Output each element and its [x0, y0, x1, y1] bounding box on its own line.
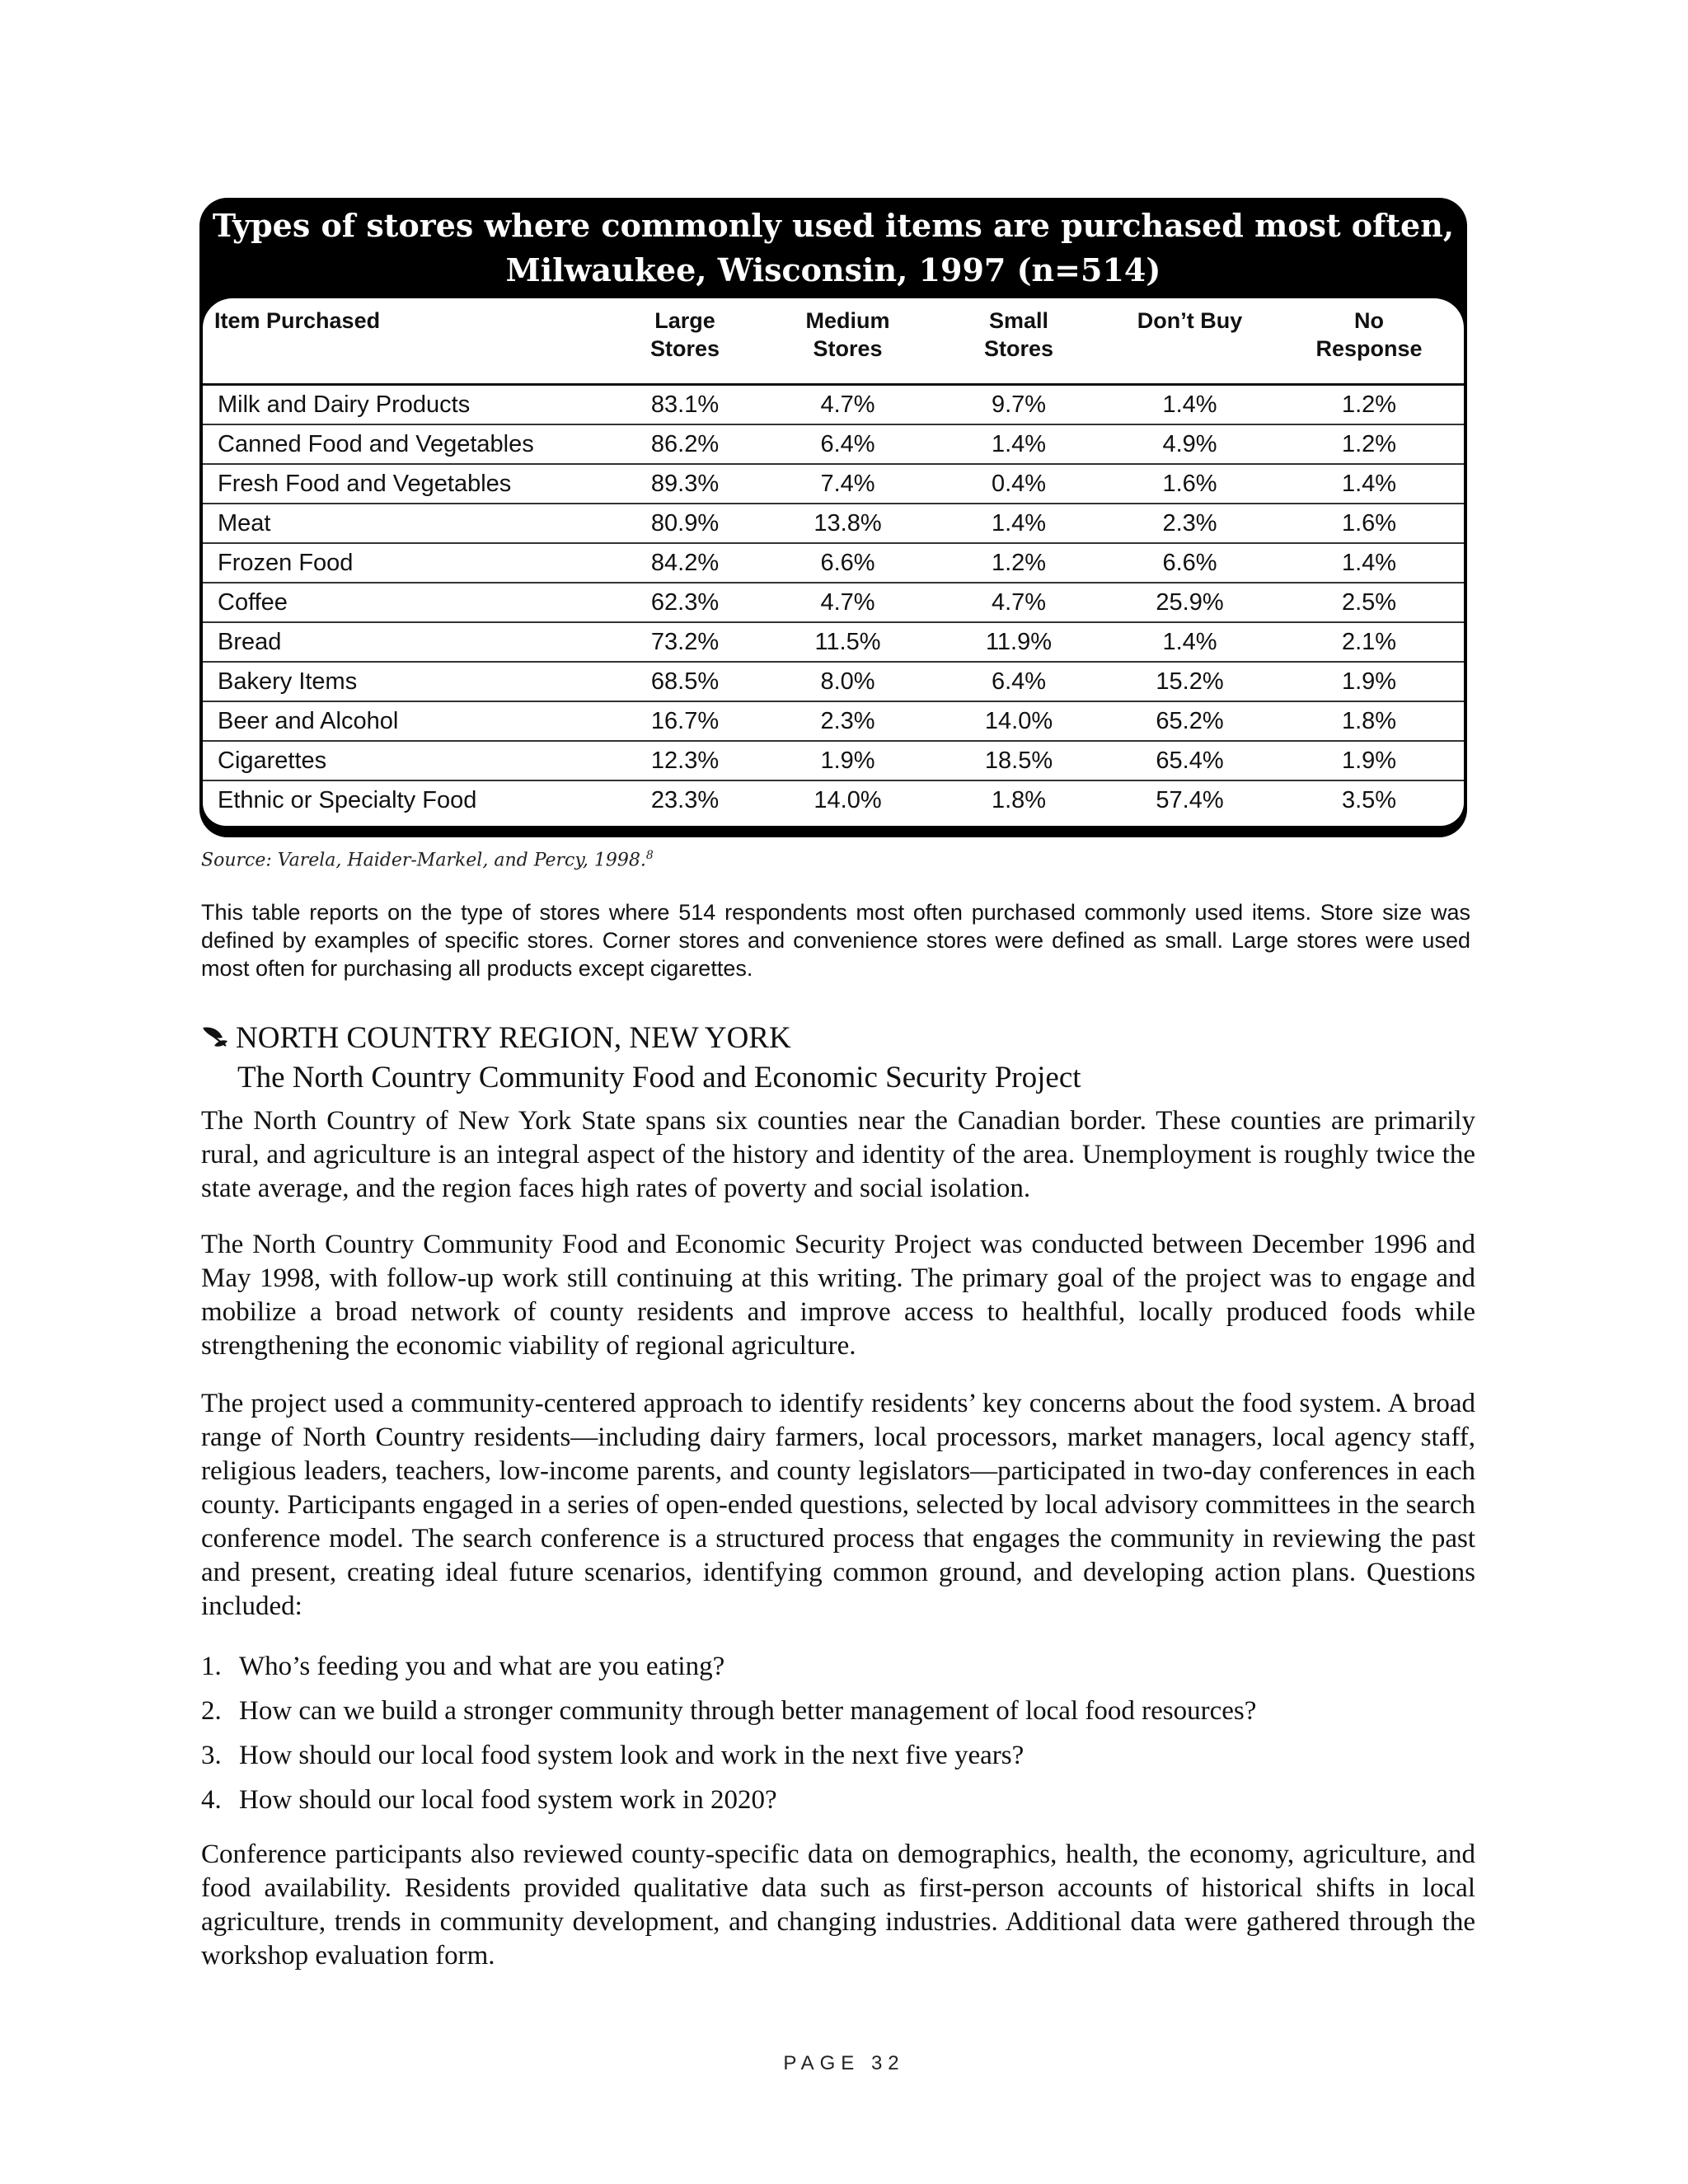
row-value-cell: 84.2%	[607, 543, 763, 583]
row-value-cell: 16.7%	[607, 701, 763, 741]
row-value-cell: 65.4%	[1105, 741, 1274, 780]
paragraph-2: The North Country Community Food and Economic Security Project was conducted between December 1996 and May 1998, with follow-up work still continuing at this writing. The primary goal of the project was to engage and mobilize a broad network of county residents and improve access to healthful, locally produced foods while strengthening the economic viability of regional agriculture.	[201, 1230, 1475, 1361]
row-value-cell: 1.9%	[1274, 741, 1464, 780]
column-header-dont-buy: Don’t Buy	[1105, 298, 1274, 385]
paragraph-4: Conference participants also reviewed county-specific data on demographics, health, the economy, agriculture, and food availability. Residents provided qualitative data such as first-person accounts of historical shifts in local agriculture, trends in community development, and changing industries. Additional data were gathered through the workshop evaluation form.	[201, 1840, 1475, 1971]
column-header-large: Large Stores	[607, 298, 763, 385]
row-value-cell: 80.9%	[607, 504, 763, 543]
row-value-cell: 23.3%	[650, 786, 720, 813]
row-value-cell: 1.4%	[1105, 385, 1274, 425]
row-value-cell: 1.2%	[932, 543, 1105, 583]
row-value-cell: 13.8%	[763, 504, 932, 543]
row-item-label: Coffee	[203, 583, 607, 622]
row-value-cell: 6.6%	[1105, 543, 1274, 583]
row-value-cell: 1.4%	[932, 424, 1105, 464]
row-value-cell: 14.0%	[814, 786, 882, 813]
row-value-cell: 1.8%	[991, 786, 1047, 813]
row-value-cell: 4.7%	[763, 385, 932, 425]
table-caption: This table reports on the type of stores where 514 respondents most often purchased commonly used items. Store size was defined by examples of specific stores. Corner stores and convenience stores were defined as small. Large stores were used most often for purchasing all products except cigarettes.	[201, 900, 1470, 981]
row-value-cell: 68.5%	[607, 662, 763, 701]
row-value-cell: 18.5%	[932, 741, 1105, 780]
table-row	[203, 424, 1464, 464]
table-body	[203, 298, 1464, 826]
table-row	[203, 385, 1464, 425]
row-value-cell: 0.4%	[932, 464, 1105, 504]
table-header-row	[203, 298, 1464, 385]
section-heading	[201, 1020, 791, 1057]
row-value-cell: 62.3%	[607, 583, 763, 622]
paragraph-1: The North Country of New York State spans six counties near the Canadian border. These counties are primarily rural, and agriculture is an integral aspect of the history and identity of the area. Unemployment is roughly twice the state average, and the region faces high rates of poverty and social isolation.	[201, 1106, 1475, 1203]
column-header-small: Small Stores	[932, 298, 1105, 385]
row-value-cell: 15.2%	[1105, 662, 1274, 701]
column-header-no-response: No Response	[1274, 298, 1464, 385]
row-item-label: Cigarettes	[203, 741, 607, 780]
list-item: 3. How should our local food system look and work in the next five years?	[201, 1741, 1025, 1770]
table-row	[203, 622, 1464, 662]
table-row	[203, 464, 1464, 504]
row-value-cell: 2.3%	[1105, 504, 1274, 543]
row-value-cell: 1.4%	[1274, 543, 1464, 583]
row-value-cell: 2.3%	[763, 701, 932, 741]
row-item-label: Frozen Food	[203, 543, 607, 583]
table-rows	[203, 385, 1464, 820]
row-value-cell: 86.2%	[607, 424, 763, 464]
row-value-cell: 1.9%	[763, 741, 932, 780]
section-subheading: The North Country Community Food and Economic Security Project	[237, 1061, 1081, 1094]
row-value-cell: 6.6%	[763, 543, 932, 583]
row-value-cell: 1.8%	[1274, 701, 1464, 741]
row-value-cell: 4.7%	[932, 583, 1105, 622]
questions-list	[201, 1648, 1475, 1826]
data-table	[203, 298, 1464, 819]
row-item-label: Fresh Food and Vegetables	[203, 464, 607, 504]
row-value-cell: 1.4%	[1274, 464, 1464, 504]
table-title-line-1: Types of stores where commonly used items are purchased most often,	[212, 207, 1455, 244]
store-types-table	[199, 198, 1467, 837]
table-source: Source: Varela, Haider-Markel, and Percy, 1998.$^8$	[201, 849, 654, 871]
row-value-cell: 1.6%	[1105, 464, 1274, 504]
row-value-cell: 65.2%	[1105, 701, 1274, 741]
row-value-cell: 83.1%	[607, 385, 763, 425]
list-item: 2. How can we build a stronger community through better management of local food resources?	[201, 1696, 1257, 1726]
column-header-medium: Medium Stores	[763, 298, 932, 385]
table-row	[203, 543, 1464, 583]
row-value-cell: 4.9%	[1105, 424, 1274, 464]
table-row	[203, 741, 1464, 780]
row-value-cell: 8.0%	[763, 662, 932, 701]
row-value-cell: 3.5%	[1341, 786, 1397, 813]
row-value-cell: 6.4%	[932, 662, 1105, 701]
row-item-label: Bread	[203, 622, 607, 662]
row-value-cell: 1.2%	[1274, 424, 1464, 464]
page-number: PAGE 32	[783, 2052, 905, 2074]
row-value-cell: 12.3%	[607, 741, 763, 780]
row-value-cell: 2.1%	[1274, 622, 1464, 662]
row-value-cell: 1.9%	[1274, 662, 1464, 701]
table-row	[203, 662, 1464, 701]
row-item-label: Bakery Items	[203, 662, 607, 701]
row-item-label: Ethnic or Specialty Food	[218, 786, 477, 813]
table-row	[203, 780, 1464, 819]
row-value-cell: 25.9%	[1105, 583, 1274, 622]
row-value-cell: 14.0%	[932, 701, 1105, 741]
row-value-cell: 11.5%	[763, 622, 932, 662]
section-heading-text: NORTH COUNTRY REGION, NEW YORK	[236, 1021, 791, 1055]
row-value-cell: 1.6%	[1274, 504, 1464, 543]
table-row	[203, 701, 1464, 741]
leaf-icon	[201, 1022, 231, 1057]
table-row	[203, 583, 1464, 622]
row-value-cell: 1.2%	[1274, 385, 1464, 425]
table-title	[199, 198, 1467, 298]
row-item-label: Beer and Alcohol	[203, 701, 607, 741]
row-value-cell: 73.2%	[607, 622, 763, 662]
row-value-cell: 2.5%	[1274, 583, 1464, 622]
row-item-label: Milk and Dairy Products	[203, 385, 607, 425]
row-value-cell: 1.4%	[1105, 622, 1274, 662]
list-item: 1. Who’s feeding you and what are you eating?	[201, 1652, 725, 1681]
table-title-line-2: Milwaukee, Wisconsin, 1997 (n=514)	[505, 251, 1161, 288]
footnote-marker: 8	[645, 849, 654, 862]
row-value-cell: 57.4%	[1156, 786, 1224, 813]
list-item: 4. How should our local food system work in 2020?	[201, 1785, 777, 1815]
row-value-cell: 6.4%	[763, 424, 932, 464]
row-value-cell: 4.7%	[763, 583, 932, 622]
row-item-label: Meat	[203, 504, 607, 543]
row-item-label: Canned Food and Vegetables	[203, 424, 607, 464]
row-value-cell: 1.4%	[932, 504, 1105, 543]
row-value-cell: 9.7%	[932, 385, 1105, 425]
paragraph-3: The project used a community-centered approach to identify residents’ key concerns about the food system. A broad range of North Country residents—including dairy farmers, local processors, market managers, local agency staff, religious leaders, teachers, low-income parents, and county legislators—participated in two-day conferences in each county. Participants engaged in a series of open-ended questions, selected by local advisory committees in the search conference model. The search conference is a structured process that engages the community in reviewing the past and present, creating ideal future scenarios, identifying common ground, and developing action plans. Questions included:	[201, 1389, 1475, 1621]
row-value-cell: 11.9%	[932, 622, 1105, 662]
row-value-cell: 7.4%	[763, 464, 932, 504]
table-row	[203, 504, 1464, 543]
row-value-cell: 89.3%	[607, 464, 763, 504]
column-header-item: Item Purchased	[203, 298, 607, 385]
